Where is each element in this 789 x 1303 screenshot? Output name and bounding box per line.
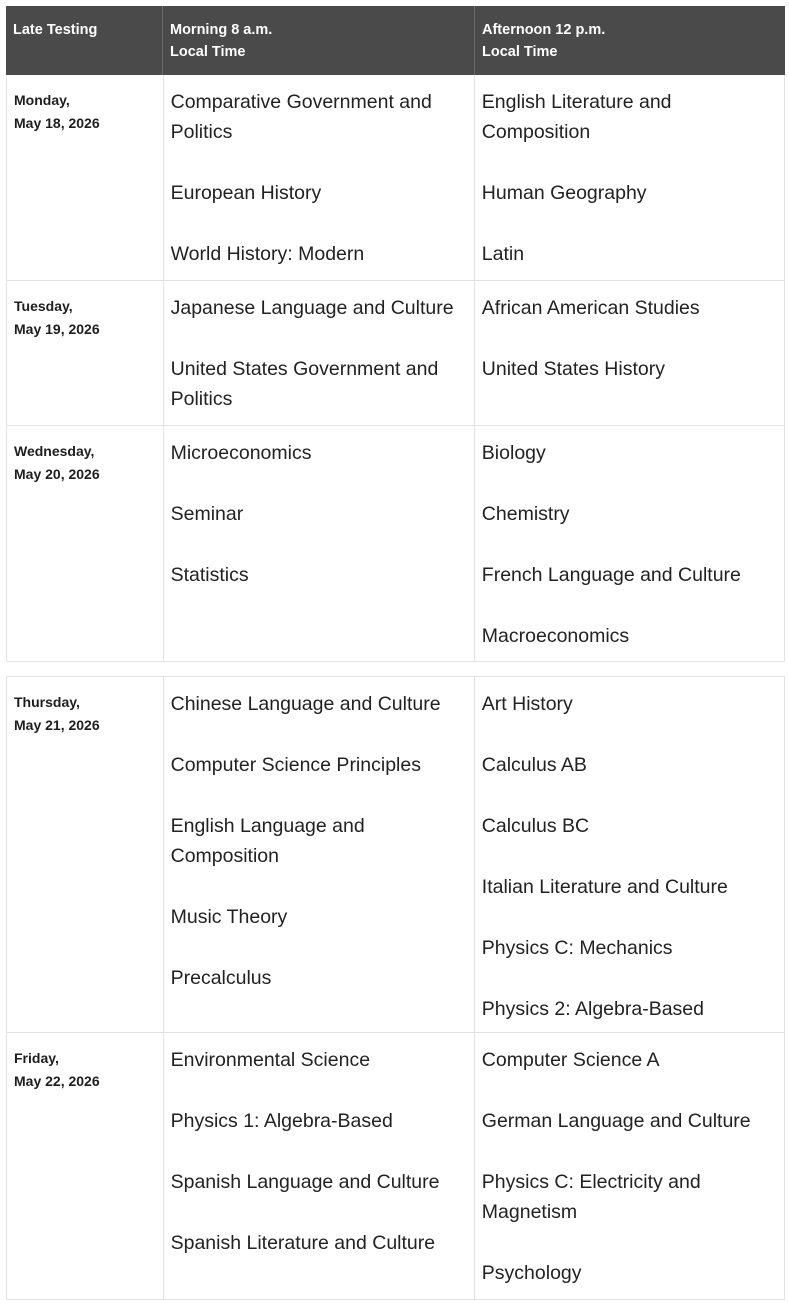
exam-item: Latin bbox=[481, 243, 525, 265]
exam-item: Calculus AB bbox=[481, 754, 587, 776]
day-date: May 19, 2026 bbox=[14, 321, 100, 337]
exam-item: Computer Science A bbox=[481, 1049, 660, 1071]
day-date: May 21, 2026 bbox=[14, 717, 100, 733]
table-row bbox=[6, 1033, 785, 1300]
day-date: May 22, 2026 bbox=[14, 1073, 100, 1089]
exam-item: Spanish Literature and Culture bbox=[170, 1232, 436, 1254]
day-cell bbox=[7, 1033, 163, 1299]
day-cell bbox=[7, 75, 163, 280]
day-cell bbox=[7, 426, 163, 661]
exam-item: World History: Modern bbox=[170, 243, 365, 265]
day-cell bbox=[7, 281, 163, 425]
exam-item: United States History bbox=[481, 358, 665, 380]
exam-item: Physics 2: Algebra-Based bbox=[481, 998, 704, 1020]
exam-item: Biology bbox=[481, 442, 546, 464]
morning-exams bbox=[163, 677, 474, 1032]
table-row bbox=[6, 75, 785, 281]
table-row bbox=[6, 426, 785, 662]
afternoon-exams bbox=[474, 75, 784, 280]
day-date: May 20, 2026 bbox=[14, 466, 100, 482]
exam-item: Precalculus bbox=[170, 967, 272, 989]
header-morning bbox=[162, 6, 474, 75]
exam-item: Human Geography bbox=[481, 182, 647, 204]
afternoon-exams bbox=[474, 677, 784, 1032]
exam-item: German Language and Culture bbox=[481, 1110, 751, 1132]
day-name: Friday, bbox=[14, 1050, 59, 1066]
header-afternoon-local: Local Time bbox=[482, 44, 558, 60]
exam-item: Chemistry bbox=[481, 503, 570, 525]
morning-exams bbox=[163, 426, 474, 661]
header-afternoon-time: Afternoon 12 p.m. bbox=[482, 22, 606, 38]
day-cell bbox=[7, 677, 163, 1032]
table-gap bbox=[6, 662, 785, 676]
exam-item: Macroeconomics bbox=[481, 625, 630, 647]
exam-item: French Language and Culture bbox=[481, 564, 741, 586]
exam-item: African American Studies bbox=[481, 297, 700, 319]
exam-item: Art History bbox=[481, 693, 573, 715]
afternoon-exams bbox=[474, 426, 784, 661]
exam-item: Computer Science Principles bbox=[170, 754, 421, 776]
morning-exams bbox=[163, 281, 474, 425]
exam-item: Seminar bbox=[170, 503, 244, 525]
exam-item: United States Government and Politics bbox=[170, 358, 439, 410]
morning-exams bbox=[163, 75, 474, 280]
exam-item: Calculus BC bbox=[481, 815, 590, 837]
day-name: Wednesday, bbox=[14, 443, 95, 459]
exam-item: Microeconomics bbox=[170, 442, 312, 464]
exam-item: Environmental Science bbox=[170, 1049, 371, 1071]
exam-item: Japanese Language and Culture bbox=[170, 297, 454, 319]
header-morning-local: Local Time bbox=[170, 44, 246, 60]
exam-item: English Language and Composition bbox=[170, 815, 365, 867]
exam-item: Comparative Government and Politics bbox=[170, 91, 432, 143]
exam-item: European History bbox=[170, 182, 322, 204]
exam-item: Physics 1: Algebra-Based bbox=[170, 1110, 393, 1132]
exam-item: English Literature and Composition bbox=[481, 91, 672, 143]
exam-item: Spanish Language and Culture bbox=[170, 1171, 440, 1193]
morning-exams bbox=[163, 1033, 474, 1299]
exam-item: Music Theory bbox=[170, 906, 288, 928]
header-late-testing-label: Late Testing bbox=[13, 22, 98, 38]
header-morning-time: Morning 8 a.m. bbox=[170, 22, 273, 38]
afternoon-exams bbox=[474, 281, 784, 425]
header-late-testing bbox=[6, 6, 162, 75]
day-name: Tuesday, bbox=[14, 298, 73, 314]
late-testing-schedule-table bbox=[6, 6, 785, 1300]
day-date: May 18, 2026 bbox=[14, 115, 100, 131]
table-row bbox=[6, 281, 785, 426]
day-name: Monday, bbox=[14, 92, 70, 108]
exam-item: Italian Literature and Culture bbox=[481, 876, 728, 898]
afternoon-exams bbox=[474, 1033, 784, 1299]
exam-item: Physics C: Electricity and Magnetism bbox=[481, 1171, 701, 1223]
header-afternoon bbox=[474, 6, 785, 75]
day-name: Thursday, bbox=[14, 694, 80, 710]
exam-item: Physics C: Mechanics bbox=[481, 937, 673, 959]
exam-item: Psychology bbox=[481, 1262, 582, 1284]
exam-item: Statistics bbox=[170, 564, 249, 586]
exam-item: Chinese Language and Culture bbox=[170, 693, 441, 715]
table-row bbox=[6, 676, 785, 1033]
table-header-row bbox=[6, 6, 785, 75]
